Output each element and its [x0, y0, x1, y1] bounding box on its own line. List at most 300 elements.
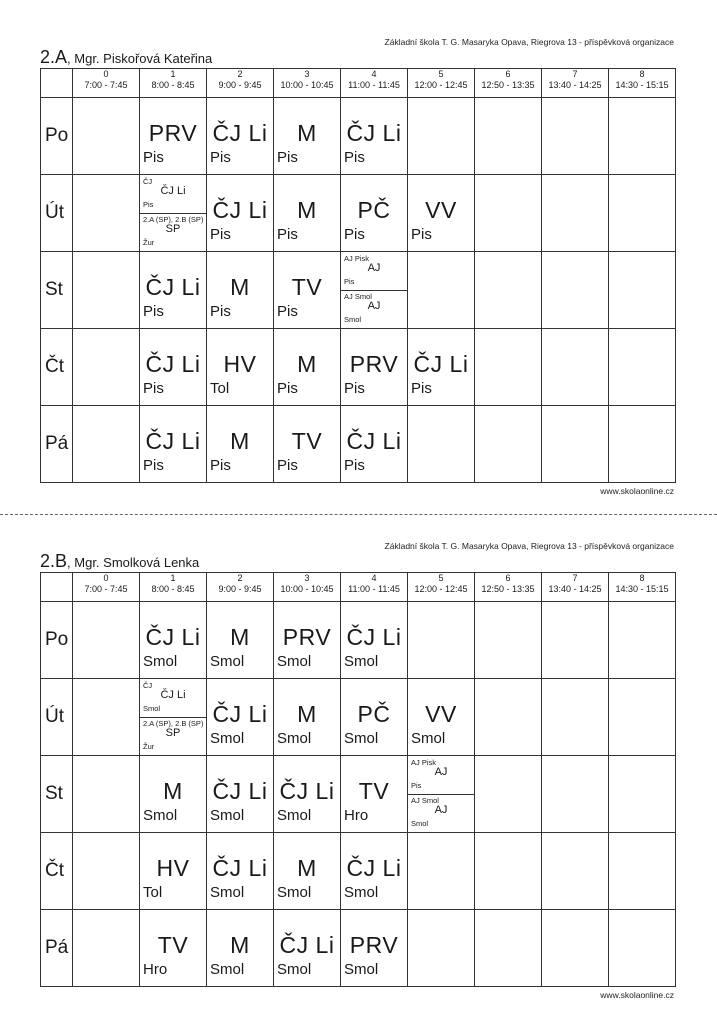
day-row [41, 252, 676, 329]
period-number: 1 [170, 69, 176, 79]
school-name: Základní škola T. G. Masaryka Opava, Riegrova 13 - příspěvková organizace [384, 541, 674, 551]
empty-cell [475, 756, 542, 833]
empty-cell [542, 910, 609, 987]
lesson-cell [341, 602, 408, 679]
period-header [609, 69, 676, 98]
period-header [408, 573, 475, 602]
group-label: AJ Pisk [344, 254, 370, 263]
lesson [140, 602, 206, 678]
lesson [341, 175, 407, 251]
empty-cell [73, 252, 140, 329]
empty-cell [475, 679, 542, 756]
period-number: 2 [237, 69, 243, 79]
empty-cell [609, 329, 676, 406]
period-header [609, 573, 676, 602]
lesson [140, 252, 206, 328]
lesson [341, 756, 407, 832]
subject: PRV [349, 932, 399, 958]
empty-cell [542, 175, 609, 252]
lesson-cell [341, 252, 408, 329]
period-time: 13:40 - 14:25 [548, 584, 602, 594]
period-header [140, 69, 207, 98]
subject: ČJ Li [279, 932, 335, 958]
period-header [73, 69, 140, 98]
lesson-cell [140, 910, 207, 987]
teacher-code: Pis [344, 149, 365, 166]
period-header-row [41, 573, 676, 602]
day-label: Čt [41, 833, 73, 910]
lesson [408, 679, 474, 755]
lesson [140, 910, 206, 986]
teacher-code: Smol [344, 884, 379, 901]
teacher-code: Pis [277, 457, 298, 474]
lesson-cell [140, 329, 207, 406]
empty-cell [542, 756, 609, 833]
teacher-code: Pis [143, 200, 154, 209]
lesson [274, 329, 340, 405]
teacher-code: Pis [411, 226, 432, 243]
split-lesson [341, 252, 407, 328]
lesson-cell [207, 602, 274, 679]
period-number: 8 [639, 573, 645, 583]
day-row [41, 679, 676, 756]
day-label: Po [41, 98, 73, 175]
lesson [274, 679, 340, 755]
empty-cell [475, 329, 542, 406]
lesson-cell [207, 833, 274, 910]
subject: ČJ Li [145, 351, 201, 377]
period-number: 3 [304, 573, 310, 583]
period-time: 12:50 - 13:35 [481, 80, 535, 90]
lesson-cell [341, 833, 408, 910]
subject: ČJ Li [145, 274, 201, 300]
teacher-code: Tol [143, 884, 163, 901]
lesson-group [140, 175, 206, 214]
period-time: 10:00 - 10:45 [280, 584, 334, 594]
lesson [274, 756, 340, 832]
teacher-code: Smol [143, 653, 178, 670]
lesson [341, 98, 407, 174]
lesson-cell [274, 910, 341, 987]
lesson [207, 679, 273, 755]
lesson-cell [341, 98, 408, 175]
lesson [274, 833, 340, 909]
subject: VV [425, 701, 457, 727]
empty-cell [609, 252, 676, 329]
teacher-code: Pis [277, 226, 298, 243]
empty-cell [609, 756, 676, 833]
lesson-group [341, 290, 407, 328]
subject: ČJ Li [346, 624, 402, 650]
teacher-code: Hro [143, 961, 168, 978]
teacher-code: Smol [210, 884, 245, 901]
subject: M [297, 197, 317, 223]
subject: AJ [367, 300, 381, 312]
subject: HV [156, 855, 190, 881]
subject: ČJ Li [160, 185, 186, 197]
period-header [140, 573, 207, 602]
period-time: 14:30 - 15:15 [615, 80, 669, 90]
lesson [140, 756, 206, 832]
lesson [341, 329, 407, 405]
subject: ČJ Li [413, 351, 469, 377]
corner-cell [41, 69, 73, 98]
subject: ČJ Li [346, 855, 402, 881]
empty-cell [408, 602, 475, 679]
lesson [140, 98, 206, 174]
day-row [41, 175, 676, 252]
empty-cell [408, 910, 475, 987]
lesson-cell [408, 679, 475, 756]
teacher-code: Pis [277, 380, 298, 397]
cut-line [0, 514, 717, 515]
teacher-code: Smol [344, 315, 362, 324]
subject: HV [223, 351, 257, 377]
class-name: 2.A [40, 47, 68, 67]
lesson [207, 602, 273, 678]
subject: M [297, 351, 317, 377]
lesson [207, 329, 273, 405]
class-teacher: , Mgr. Piskořová Kateřina [67, 51, 213, 66]
empty-cell [542, 406, 609, 483]
subject: SP [165, 223, 181, 235]
group-label: AJ Smol [411, 796, 439, 805]
period-time: 12:50 - 13:35 [481, 584, 535, 594]
subject: AJ [367, 262, 381, 274]
teacher-code: Smol [277, 807, 312, 824]
group-label: 2.A (SP), 2.B (SP) [143, 215, 204, 224]
period-time: 8:00 - 8:45 [151, 80, 195, 90]
period-header [274, 573, 341, 602]
period-time: 9:00 - 9:45 [218, 80, 262, 90]
subject: M [163, 778, 183, 804]
lesson-group [140, 213, 206, 251]
lesson [140, 833, 206, 909]
lesson-cell [274, 329, 341, 406]
lesson [408, 175, 474, 251]
subject: ČJ Li [212, 855, 268, 881]
period-time: 12:00 - 12:45 [414, 584, 468, 594]
empty-cell [542, 833, 609, 910]
empty-cell [475, 602, 542, 679]
teacher-code: Pis [143, 149, 164, 166]
empty-cell [73, 406, 140, 483]
lesson [341, 833, 407, 909]
empty-cell [475, 252, 542, 329]
subject: ČJ Li [212, 778, 268, 804]
subject: TV [291, 428, 323, 454]
subject: ČJ Li [346, 120, 402, 146]
empty-cell [609, 602, 676, 679]
lesson-cell [274, 833, 341, 910]
teacher-code: Pis [143, 303, 164, 320]
period-time: 9:00 - 9:45 [218, 584, 262, 594]
empty-cell [475, 175, 542, 252]
period-time: 11:00 - 11:45 [348, 80, 400, 90]
lesson [140, 329, 206, 405]
period-header [475, 69, 542, 98]
period-number: 5 [438, 573, 444, 583]
subject: ČJ Li [212, 701, 268, 727]
teacher-code: Pis [411, 781, 422, 790]
empty-cell [408, 406, 475, 483]
day-label: St [41, 756, 73, 833]
empty-cell [542, 679, 609, 756]
teacher-code: Žur [143, 238, 155, 247]
period-header [408, 69, 475, 98]
subject: AJ [434, 804, 448, 816]
day-label: Út [41, 175, 73, 252]
class-title [40, 552, 199, 571]
empty-cell [609, 833, 676, 910]
lesson-group [341, 252, 407, 291]
lesson-cell [274, 406, 341, 483]
lesson-cell [207, 756, 274, 833]
lesson-cell [207, 252, 274, 329]
day-row [41, 833, 676, 910]
subject: ČJ Li [212, 120, 268, 146]
subject: AJ [434, 766, 448, 778]
teacher-code: Smol [277, 884, 312, 901]
lesson-cell [274, 679, 341, 756]
subject: M [230, 932, 250, 958]
split-lesson [140, 175, 206, 251]
lesson [207, 98, 273, 174]
empty-cell [73, 756, 140, 833]
group-label: 2.A (SP), 2.B (SP) [143, 719, 204, 728]
period-number: 3 [304, 69, 310, 79]
split-lesson [408, 756, 474, 832]
teacher-code: Pis [210, 457, 231, 474]
period-time: 13:40 - 14:25 [548, 80, 602, 90]
subject: M [230, 428, 250, 454]
teacher-code: Pis [344, 277, 355, 286]
lesson [274, 910, 340, 986]
subject: PRV [282, 624, 332, 650]
lesson [207, 406, 273, 482]
subject: PRV [349, 351, 399, 377]
period-header [475, 573, 542, 602]
period-number: 7 [572, 69, 578, 79]
class-name: 2.B [40, 551, 68, 571]
subject: PČ [357, 197, 391, 223]
lesson [274, 406, 340, 482]
teacher-code: Pis [344, 380, 365, 397]
subject: M [297, 120, 317, 146]
subject: TV [358, 778, 390, 804]
split-lesson [140, 679, 206, 755]
day-row [41, 756, 676, 833]
empty-cell [609, 175, 676, 252]
period-header-row [41, 69, 676, 98]
lesson-cell [207, 175, 274, 252]
lesson-cell [207, 679, 274, 756]
period-header [341, 69, 408, 98]
empty-cell [542, 252, 609, 329]
teacher-code: Smol [411, 819, 429, 828]
lesson [341, 910, 407, 986]
empty-cell [609, 679, 676, 756]
day-row [41, 406, 676, 483]
school-name: Základní škola T. G. Masaryka Opava, Riegrova 13 - příspěvková organizace [384, 37, 674, 47]
subject: PRV [148, 120, 198, 146]
subject: ČJ Li [145, 428, 201, 454]
period-number: 5 [438, 69, 444, 79]
lesson-cell [408, 329, 475, 406]
lesson-cell [341, 175, 408, 252]
subject: TV [157, 932, 189, 958]
period-time: 8:00 - 8:45 [151, 584, 195, 594]
teacher-code: Smol [143, 704, 161, 713]
empty-cell [408, 833, 475, 910]
lesson-cell [274, 602, 341, 679]
lesson-group [408, 794, 474, 832]
lesson-cell [207, 98, 274, 175]
empty-cell [542, 329, 609, 406]
lesson-group [408, 756, 474, 795]
empty-cell [475, 833, 542, 910]
class-teacher: , Mgr. Smolková Lenka [67, 555, 200, 570]
day-label: Út [41, 679, 73, 756]
teacher-code: Pis [344, 457, 365, 474]
teacher-code: Smol [143, 807, 178, 824]
lesson-cell [140, 406, 207, 483]
empty-cell [475, 98, 542, 175]
teacher-code: Pis [143, 380, 164, 397]
subject: M [230, 274, 250, 300]
period-number: 8 [639, 69, 645, 79]
period-header [542, 69, 609, 98]
group-label: AJ Smol [344, 292, 372, 301]
period-number: 2 [237, 573, 243, 583]
empty-cell [73, 679, 140, 756]
lesson [274, 175, 340, 251]
lesson [408, 329, 474, 405]
period-time: 7:00 - 7:45 [84, 80, 128, 90]
teacher-code: Hro [344, 807, 369, 824]
teacher-code: Pis [210, 303, 231, 320]
teacher-code: Pis [210, 149, 231, 166]
lesson-cell [274, 756, 341, 833]
lesson-cell [274, 175, 341, 252]
lesson [207, 252, 273, 328]
day-label: Po [41, 602, 73, 679]
subject: ČJ Li [279, 778, 335, 804]
period-time: 11:00 - 11:45 [348, 584, 400, 594]
lesson-cell [408, 175, 475, 252]
day-row [41, 602, 676, 679]
period-number: 4 [371, 69, 377, 79]
teacher-code: Smol [277, 961, 312, 978]
empty-cell [542, 98, 609, 175]
period-number: 0 [103, 573, 109, 583]
lesson-cell [140, 175, 207, 252]
lesson-cell [341, 329, 408, 406]
lesson [207, 833, 273, 909]
day-row [41, 98, 676, 175]
day-label: Pá [41, 406, 73, 483]
lesson-group [140, 679, 206, 718]
teacher-code: Smol [344, 653, 379, 670]
period-time: 14:30 - 15:15 [615, 584, 669, 594]
subject: ČJ Li [346, 428, 402, 454]
teacher-code: Žur [143, 742, 155, 751]
period-number: 0 [103, 69, 109, 79]
day-label: Pá [41, 910, 73, 987]
period-number: 6 [505, 573, 511, 583]
lesson-cell [207, 329, 274, 406]
lesson-cell [408, 756, 475, 833]
lesson-cell [341, 756, 408, 833]
period-header [73, 573, 140, 602]
period-header [274, 69, 341, 98]
teacher-code: Smol [210, 653, 245, 670]
group-label: AJ Pisk [411, 758, 437, 767]
corner-cell [41, 573, 73, 602]
period-number: 4 [371, 573, 377, 583]
footer-url: www.skolaonline.cz [600, 990, 674, 1000]
footer-url: www.skolaonline.cz [600, 486, 674, 496]
teacher-code: Smol [210, 961, 245, 978]
timetable [40, 68, 676, 483]
lesson [341, 602, 407, 678]
teacher-code: Smol [277, 730, 312, 747]
empty-cell [408, 98, 475, 175]
period-number: 7 [572, 573, 578, 583]
lesson [207, 175, 273, 251]
empty-cell [73, 98, 140, 175]
lesson [341, 406, 407, 482]
teacher-code: Smol [210, 730, 245, 747]
subject: VV [425, 197, 457, 223]
lesson-cell [140, 98, 207, 175]
teacher-code: Smol [277, 653, 312, 670]
period-number: 6 [505, 69, 511, 79]
teacher-code: Smol [344, 730, 379, 747]
lesson-cell [274, 252, 341, 329]
lesson [274, 252, 340, 328]
period-header [207, 69, 274, 98]
group-label: ČJ [143, 681, 153, 690]
lesson [274, 602, 340, 678]
day-label: St [41, 252, 73, 329]
empty-cell [73, 833, 140, 910]
lesson-cell [341, 910, 408, 987]
empty-cell [542, 602, 609, 679]
teacher-code: Pis [143, 457, 164, 474]
lesson-cell [140, 833, 207, 910]
teacher-code: Pis [210, 226, 231, 243]
teacher-code: Pis [411, 380, 432, 397]
subject: ČJ Li [160, 689, 186, 701]
lesson-cell [140, 252, 207, 329]
empty-cell [609, 406, 676, 483]
empty-cell [73, 602, 140, 679]
empty-cell [475, 406, 542, 483]
empty-cell [73, 910, 140, 987]
period-time: 12:00 - 12:45 [414, 80, 468, 90]
empty-cell [609, 910, 676, 987]
day-row [41, 329, 676, 406]
subject: M [297, 701, 317, 727]
period-header [542, 573, 609, 602]
empty-cell [609, 98, 676, 175]
empty-cell [475, 910, 542, 987]
subject: SP [165, 727, 181, 739]
empty-cell [73, 175, 140, 252]
teacher-code: Tol [210, 380, 230, 397]
teacher-code: Smol [210, 807, 245, 824]
